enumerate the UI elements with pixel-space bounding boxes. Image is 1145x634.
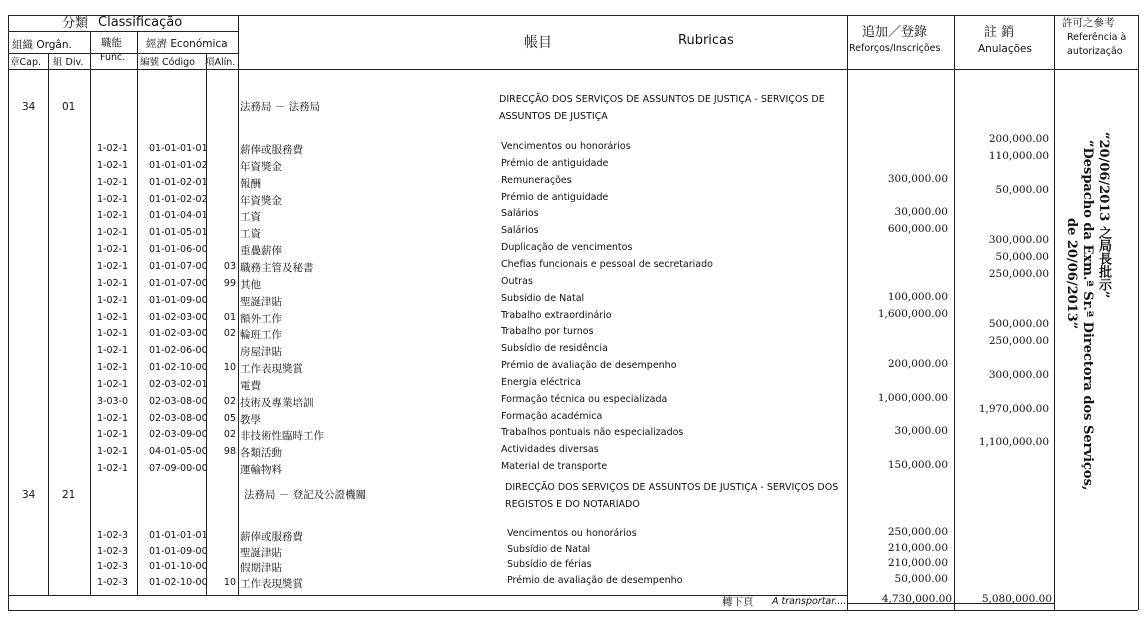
- row-reforcos: 30,000.00: [894, 206, 948, 218]
- anulacoes-pt-header: Anulações: [978, 43, 1032, 55]
- row-desc-cn: 非技術性臨時工作: [240, 430, 324, 442]
- row-code: 01-02-10-00: [149, 362, 208, 373]
- row-alin: 02: [223, 396, 236, 407]
- row-func: 1-02-1: [97, 261, 129, 272]
- row-desc-cn: 假期津貼: [240, 562, 282, 574]
- total-anulacoes: 5,080,000.00: [981, 593, 1052, 605]
- row-desc-pt: Vencimentos ou honorários: [501, 141, 631, 152]
- row-func: 1-02-3: [97, 530, 129, 541]
- row-desc-pt: Formação académica: [501, 411, 603, 422]
- section-cap: 34: [22, 489, 36, 501]
- row-code: 07-09-00-00: [149, 463, 208, 474]
- row-desc-pt: Energia eléctrica: [501, 377, 581, 388]
- section-div: 21: [62, 489, 76, 501]
- row-reforcos: 1,600,000.00: [877, 308, 948, 320]
- transport-cn: 轉下頁: [722, 596, 754, 608]
- row-code: 01-01-02-01: [149, 177, 208, 188]
- row-alin: 99: [223, 278, 236, 289]
- total-reforcos: 4,730,000.00: [881, 593, 952, 605]
- row-desc-pt: Salários: [501, 208, 539, 219]
- row-func: 3-03-0: [97, 396, 129, 407]
- row-reforcos: 100,000.00: [887, 291, 948, 303]
- row-desc-pt: Chefias funcionais e pessoal de secretariado: [501, 259, 713, 270]
- row-anulacoes: 300,000.00: [988, 234, 1049, 246]
- row-reforcos: 250,000.00: [887, 526, 948, 538]
- cap-header: 章Cap.: [10, 57, 42, 68]
- row-desc-cn: 教學: [240, 414, 261, 426]
- section-title-pt-line2: ASSUNTOS DE JUSTIÇA: [499, 111, 608, 122]
- row-code: 01-01-09-00: [149, 295, 208, 306]
- anulacoes-cn-header: 註 銷: [984, 25, 1015, 40]
- row-func: 1-02-1: [97, 463, 129, 474]
- row-alin: 03: [223, 261, 236, 272]
- row-anulacoes: 200,000.00: [988, 133, 1049, 145]
- row-alin: 02: [223, 328, 236, 339]
- row-anulacoes: 500,000.00: [988, 318, 1049, 330]
- section-cap: 34: [22, 101, 36, 113]
- row-anulacoes: 1,970,000.00: [978, 403, 1049, 415]
- row-desc-cn: 工資: [240, 211, 261, 223]
- funcional-cn-header: 職能: [101, 37, 122, 49]
- row-code: 02-03-09-00: [149, 429, 208, 440]
- row-desc-pt: Actividades diversas: [501, 444, 599, 455]
- row-func: 1-02-1: [97, 295, 129, 306]
- row-code: 01-01-01-01: [149, 530, 208, 541]
- row-anulacoes: 50,000.00: [995, 251, 1049, 263]
- row-desc-cn: 額外工作: [240, 313, 282, 325]
- row-func: 1-02-1: [97, 379, 129, 390]
- row-desc-pt: Prémio de avaliação de desempenho: [501, 360, 677, 371]
- classification-cn: 分類: [62, 16, 89, 31]
- row-desc-cn: 其他: [240, 279, 261, 291]
- row-desc-pt: Trabalhos pontuais não especializados: [501, 427, 684, 438]
- row-func: 1-02-1: [97, 210, 129, 221]
- row-desc-pt: Subsídio de residência: [501, 343, 608, 354]
- row-func: 1-02-1: [97, 244, 129, 255]
- authorization-reference-line2: “Despacho da Exm.ª Sr.ª Directora dos Serviços,: [1080, 140, 1095, 491]
- row-desc-cn: 年資獎金: [240, 161, 282, 173]
- row-anulacoes: 110,000.00: [988, 150, 1049, 162]
- row-desc-pt: Salários: [501, 225, 539, 236]
- section-title-pt-line2: REGISTOS E DO NOTARIADO: [505, 499, 640, 510]
- row-alin: 05: [223, 413, 236, 424]
- section-title-cn: 法務局 － 登記及公證機關: [244, 489, 367, 501]
- row-desc-pt: Subsídio de férias: [507, 559, 592, 570]
- row-desc-cn: 工資: [240, 228, 261, 240]
- codigo-header: 編號 Código: [140, 57, 195, 68]
- row-desc-pt: Duplicação de vencimentos: [501, 242, 633, 253]
- row-anulacoes: 1,100,000.00: [978, 436, 1049, 448]
- row-desc-pt: Prémio de antiguidade: [501, 158, 609, 169]
- row-func: 1-02-1: [97, 160, 129, 171]
- row-desc-cn: 工作表現獎賞: [240, 578, 303, 590]
- authorization-reference-line3: de 20/06/2013”: [1064, 218, 1079, 330]
- row-code: 04-01-05-00: [149, 446, 208, 457]
- row-anulacoes: 250,000.00: [988, 335, 1049, 347]
- row-desc-cn: 技術及專業培訓: [240, 397, 314, 409]
- row-desc-pt: Trabalho extraordinário: [501, 310, 612, 321]
- row-code: 02-03-08-00: [149, 396, 208, 407]
- row-code: 01-01-01-02: [149, 160, 208, 171]
- row-code: 01-02-06-00: [149, 345, 208, 356]
- div-header: 組 Div.: [53, 57, 84, 68]
- section-title-pt-line1: DIRECÇÃO DOS SERVIÇOS DE ASSUNTOS DE JUSTIÇA - SERVIÇOS DOS: [505, 482, 839, 493]
- row-reforcos: 210,000.00: [887, 557, 948, 569]
- row-reforcos: 150,000.00: [887, 459, 948, 471]
- row-desc-pt: Trabalho por turnos: [501, 326, 594, 337]
- row-reforcos: 200,000.00: [887, 358, 948, 370]
- authorization-reference-line1: “20/06/2013 之局長批示”: [1096, 132, 1111, 299]
- referencia-cn-header: 許可之參考: [1062, 17, 1115, 29]
- row-code: 01-01-07-00: [149, 278, 208, 289]
- row-desc-cn: 職務主管及秘書: [240, 262, 314, 274]
- reforcos-pt-header: Reforços/Inscrições: [849, 43, 941, 54]
- row-func: 1-02-1: [97, 446, 129, 457]
- row-code: 01-02-03-00: [149, 312, 208, 323]
- referencia-pt2-header: autorização: [1067, 46, 1123, 57]
- row-desc-cn: 報酬: [240, 178, 261, 190]
- row-reforcos: 210,000.00: [887, 542, 948, 554]
- row-func: 1-02-1: [97, 328, 129, 339]
- transport-pt: A transportar....: [772, 596, 847, 607]
- row-desc-cn: 聖誕津貼: [240, 296, 282, 308]
- row-code: 02-03-02-01: [149, 379, 208, 390]
- alin-header: 項Alín.: [205, 57, 236, 68]
- row-func: 1-02-3: [97, 561, 129, 572]
- row-desc-pt: Vencimentos ou honorários: [507, 528, 637, 539]
- row-code: 01-01-06-00: [149, 244, 208, 255]
- row-reforcos: 30,000.00: [894, 425, 948, 437]
- row-func: 1-02-3: [97, 546, 129, 557]
- row-func: 1-02-1: [97, 429, 129, 440]
- row-desc-pt: Remunerações: [501, 175, 572, 186]
- row-func: 1-02-1: [97, 278, 129, 289]
- row-code: 01-02-03-00: [149, 328, 208, 339]
- row-desc-pt: Subsídio de Natal: [507, 544, 591, 555]
- row-code: 01-02-10-00: [149, 577, 208, 588]
- row-code: 01-01-01-01: [149, 143, 208, 154]
- row-desc-cn: 輪班工作: [240, 329, 282, 341]
- reforcos-cn-header: 追加／登錄: [862, 25, 928, 40]
- row-func: 1-02-1: [97, 362, 129, 373]
- row-anulacoes: 300,000.00: [988, 369, 1049, 381]
- row-alin: 98: [223, 446, 236, 457]
- row-code: 01-01-09-00: [149, 546, 208, 557]
- row-desc-cn: 房屋津貼: [240, 346, 282, 358]
- row-desc-pt: Subsídio de Natal: [501, 293, 585, 304]
- row-desc-pt: Formação técnica ou especializada: [501, 394, 668, 405]
- classification-pt: Classificação: [98, 15, 183, 30]
- organica-header: 組織 Orgân.: [12, 39, 72, 51]
- rubricas-pt-header: Rubricas: [678, 33, 734, 48]
- row-anulacoes: 250,000.00: [988, 268, 1049, 280]
- referencia-pt1-header: Referência à: [1067, 32, 1127, 43]
- row-desc-cn: 電費: [240, 380, 261, 392]
- row-desc-cn: 各類活動: [240, 447, 282, 459]
- row-code: 01-01-05-01: [149, 227, 208, 238]
- row-desc-cn: 運輸物料: [240, 464, 282, 476]
- row-anulacoes: 50,000.00: [995, 184, 1049, 196]
- row-alin: 01: [223, 312, 236, 323]
- row-code: 01-01-10-00: [149, 561, 208, 572]
- row-desc-cn: 薪俸或服務費: [240, 144, 303, 156]
- row-reforcos: 50,000.00: [894, 573, 948, 585]
- row-reforcos: 1,000,000.00: [877, 392, 948, 404]
- row-reforcos: 600,000.00: [887, 223, 948, 235]
- row-func: 1-02-1: [97, 177, 129, 188]
- row-func: 1-02-1: [97, 413, 129, 424]
- economica-header: 經濟 Económica: [146, 38, 228, 50]
- row-alin: 10: [223, 362, 236, 373]
- row-code: 01-01-04-01: [149, 210, 208, 221]
- row-desc-pt: Material de transporte: [501, 461, 608, 472]
- row-func: 1-02-1: [97, 227, 129, 238]
- row-alin: 10: [223, 577, 236, 588]
- row-func: 1-02-1: [97, 345, 129, 356]
- row-reforcos: 300,000.00: [887, 173, 948, 185]
- section-title-cn: 法務局 － 法務局: [240, 101, 321, 113]
- rubricas-cn-header: 帳目: [524, 35, 552, 51]
- row-desc-cn: 薪俸或服務費: [240, 531, 303, 543]
- row-desc-pt: Outras: [501, 276, 533, 287]
- row-code: 01-01-02-02: [149, 194, 208, 205]
- row-alin: 02: [223, 429, 236, 440]
- row-desc-pt: Prémio de antiguidade: [501, 192, 609, 203]
- row-func: 1-02-1: [97, 143, 129, 154]
- row-desc-cn: 年資獎金: [240, 195, 282, 207]
- row-desc-cn: 重疊薪俸: [240, 245, 282, 257]
- row-code: 01-01-07-00: [149, 261, 208, 272]
- row-func: 1-02-1: [97, 194, 129, 205]
- row-desc-pt: Prémio de avaliação de desempenho: [507, 575, 683, 586]
- section-title-pt-line1: DIRECÇÃO DOS SERVIÇOS DE ASSUNTOS DE JUSTIÇA - SERVIÇOS DE: [499, 94, 825, 105]
- funcional-pt-header: Func.: [100, 52, 126, 63]
- row-desc-cn: 工作表現獎賞: [240, 363, 303, 375]
- section-div: 01: [62, 101, 76, 113]
- row-code: 02-03-08-00: [149, 413, 208, 424]
- row-func: 1-02-3: [97, 577, 129, 588]
- row-desc-cn: 聖誕津貼: [240, 547, 282, 559]
- row-func: 1-02-1: [97, 312, 129, 323]
